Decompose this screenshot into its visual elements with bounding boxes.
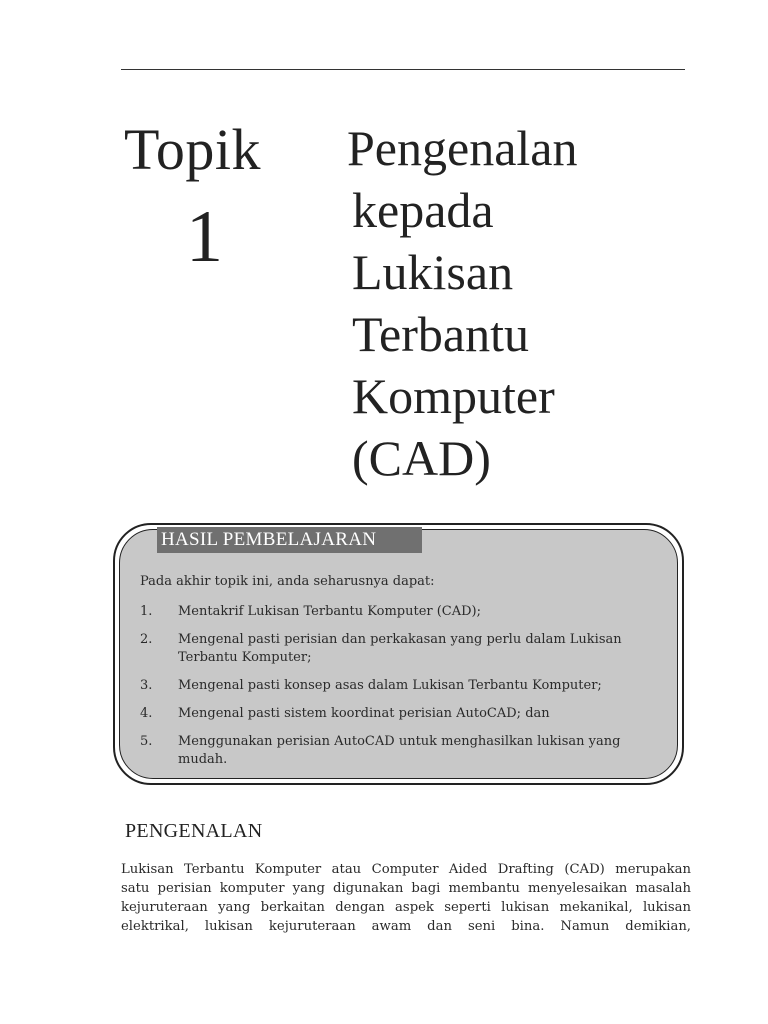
body-line: kejuruteraan yang berkaitan dengan aspek seperti lukisan mekanikal, lukisan — [121, 900, 691, 915]
outcome-number: 2. — [140, 632, 153, 647]
topic-label: Topik — [124, 117, 261, 182]
learning-outcomes-intro: Pada akhir topik ini, anda seharusnya dapat: — [140, 574, 435, 589]
outcome-text: Mengenal pasti perisian dan perkakasan yang perlu dalam Lukisan Terbantu Komputer; — [178, 632, 622, 665]
topic-title-line: kepada — [352, 182, 494, 238]
outcome-number: 5. — [140, 734, 153, 749]
outcome-text: Mengenal pasti konsep asas dalam Lukisan Terbantu Komputer; — [178, 678, 602, 693]
topic-title-line: (CAD) — [352, 430, 491, 486]
body-line: Lukisan Terbantu Komputer atau Computer Aided Drafting (CAD) merupakan — [121, 862, 691, 877]
outcome-text: Mentakrif Lukisan Terbantu Komputer (CAD); — [178, 604, 482, 619]
body-line: elektrikal, lukisan kejuruteraan awam dan seni bina. Namun demikian, — [121, 919, 691, 934]
outcome-number: 3. — [140, 678, 153, 693]
topic-title-line: Komputer — [352, 368, 555, 424]
body-line: satu perisian komputer yang digunakan bagi membantu menyelesaikan masalah — [121, 881, 691, 896]
topic-title-line: Pengenalan — [347, 120, 578, 176]
outcome-number: 4. — [140, 706, 153, 721]
outcome-number: 1. — [140, 604, 153, 619]
topic-title-line: Terbantu — [352, 306, 529, 362]
outcome-text: Mengenal pasti sistem koordinat perisian AutoCAD; dan — [178, 706, 550, 721]
outcome-text: Menggunakan perisian AutoCAD untuk menghasilkan lukisan yang mudah. — [178, 734, 621, 767]
section-heading-text: PENGENALAN — [125, 820, 263, 842]
learning-outcomes-heading: HASIL PEMBELAJARAN — [157, 527, 422, 553]
section-heading — [121, 818, 262, 846]
topic-title-line: Lukisan — [352, 244, 514, 300]
topic-title — [0, 118, 768, 498]
topic-number: 1 — [186, 196, 223, 278]
body-paragraph — [121, 860, 691, 936]
top-rule — [121, 69, 685, 70]
